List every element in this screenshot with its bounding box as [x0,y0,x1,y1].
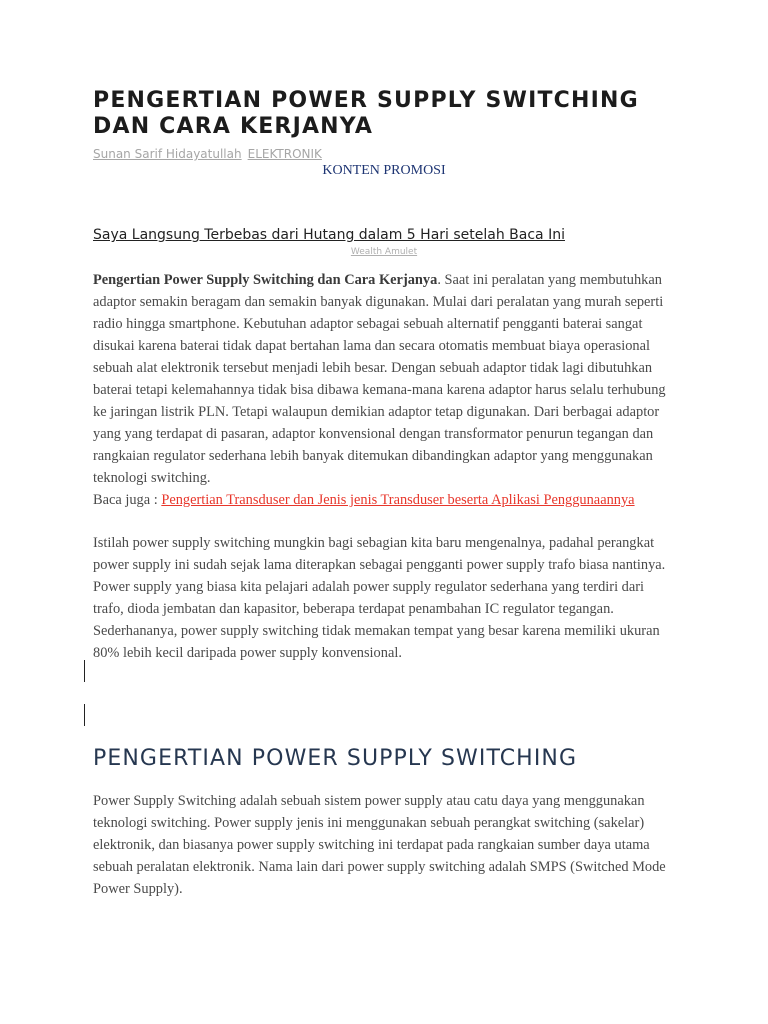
paragraph-2: Istilah power supply switching mungkin bagi sebagian kita baru mengenalnya, padahal perangkat power supply ini sudah sejak lama diterapkan sebagai pengganti power supply trafo biasa nantinya. Power supply yang biasa kita pelajari adalah power supply regulator sederhana yang terdiri dari trafo, dioda jembatan dan kapasitor, beberapa terdapat penambahan IC regulator tegangan. Sederhananya, power supply switching tidak memakan tempat yang besar karena memiliki ukuran 80% lebih kecil daripada power supply konvensional. [93,535,666,661]
promoted-article-link[interactable]: Saya Langsung Terbebas dari Hutang dalam 5 Hari setelah Baca Ini [93,227,565,243]
paragraph-3: Power Supply Switching adalah sebuah sistem power supply atau catu daya yang menggunakan teknologi switching. Power supply jenis ini menggunakan sebuah perangkat switching (sakelar) elektronik, dan biasanya power supply switching ini terdapat pada rangkaian sumber daya utama sebuah peralatan elektronik. Nama lain dari power supply switching adalah SMPS (Switched Mode Power Supply). [93,793,666,897]
read-also-label: Baca juga : [93,492,162,508]
author-link[interactable]: Sunan Sarif Hidayatullah [93,147,242,161]
section-heading: PENGERTIAN POWER SUPPLY SWITCHING [93,746,578,771]
intro-paragraph [93,269,678,511]
category-link[interactable]: ELEKTRONIK [247,147,322,161]
intro-bold: Pengertian Power Supply Switching dan Cara Kerjanya [93,272,438,288]
read-also-link[interactable]: Pengertian Transduser dan Jenis jenis Transduser beserta Aplikasi Penggunaannya [161,492,635,508]
read-also [93,492,635,508]
promoted-source-link[interactable]: Wealth Amulet [350,247,418,257]
promo-label: KONTEN PROMOSI [322,163,446,178]
article-title: PENGERTIAN POWER SUPPLY SWITCHING DAN CARA KERJANYA [93,88,639,139]
text-cursor [84,660,85,682]
intro-text: . Saat ini peralatan yang membutuhkan adaptor semakin beragam dan semakin banyak digunakan. Mulai dari peralatan yang murah seperti radio hingga smartphone. Kebutuhan adaptor sebagai sebuah alternatif pengganti baterai sangat disukai karena baterai tidak dapat bertahan lama dan secara otomatis membuat biaya operasional sebuah alat elektronik tersebut menjadi lebih besar. Dengan sebuah adaptor tidak lagi dibutuhkan baterai tetapi kelemahannya tidak bisa dibawa kemana-mana karena adaptor harus selalu terhubung ke jaringan listrik PLN. Tetapi walaupun demikian adaptor tetap digunakan. Dari berbagai adaptor yang yang terdapat di pasaran, adaptor konvensional dengan transformator penurun tegangan dan rangkaian regulator sederhana lebih banyak ditemukan dibandingkan adaptor yang menggunakan teknologi switching. [93,272,666,486]
text-cursor [84,704,85,726]
article-meta [93,147,322,162]
